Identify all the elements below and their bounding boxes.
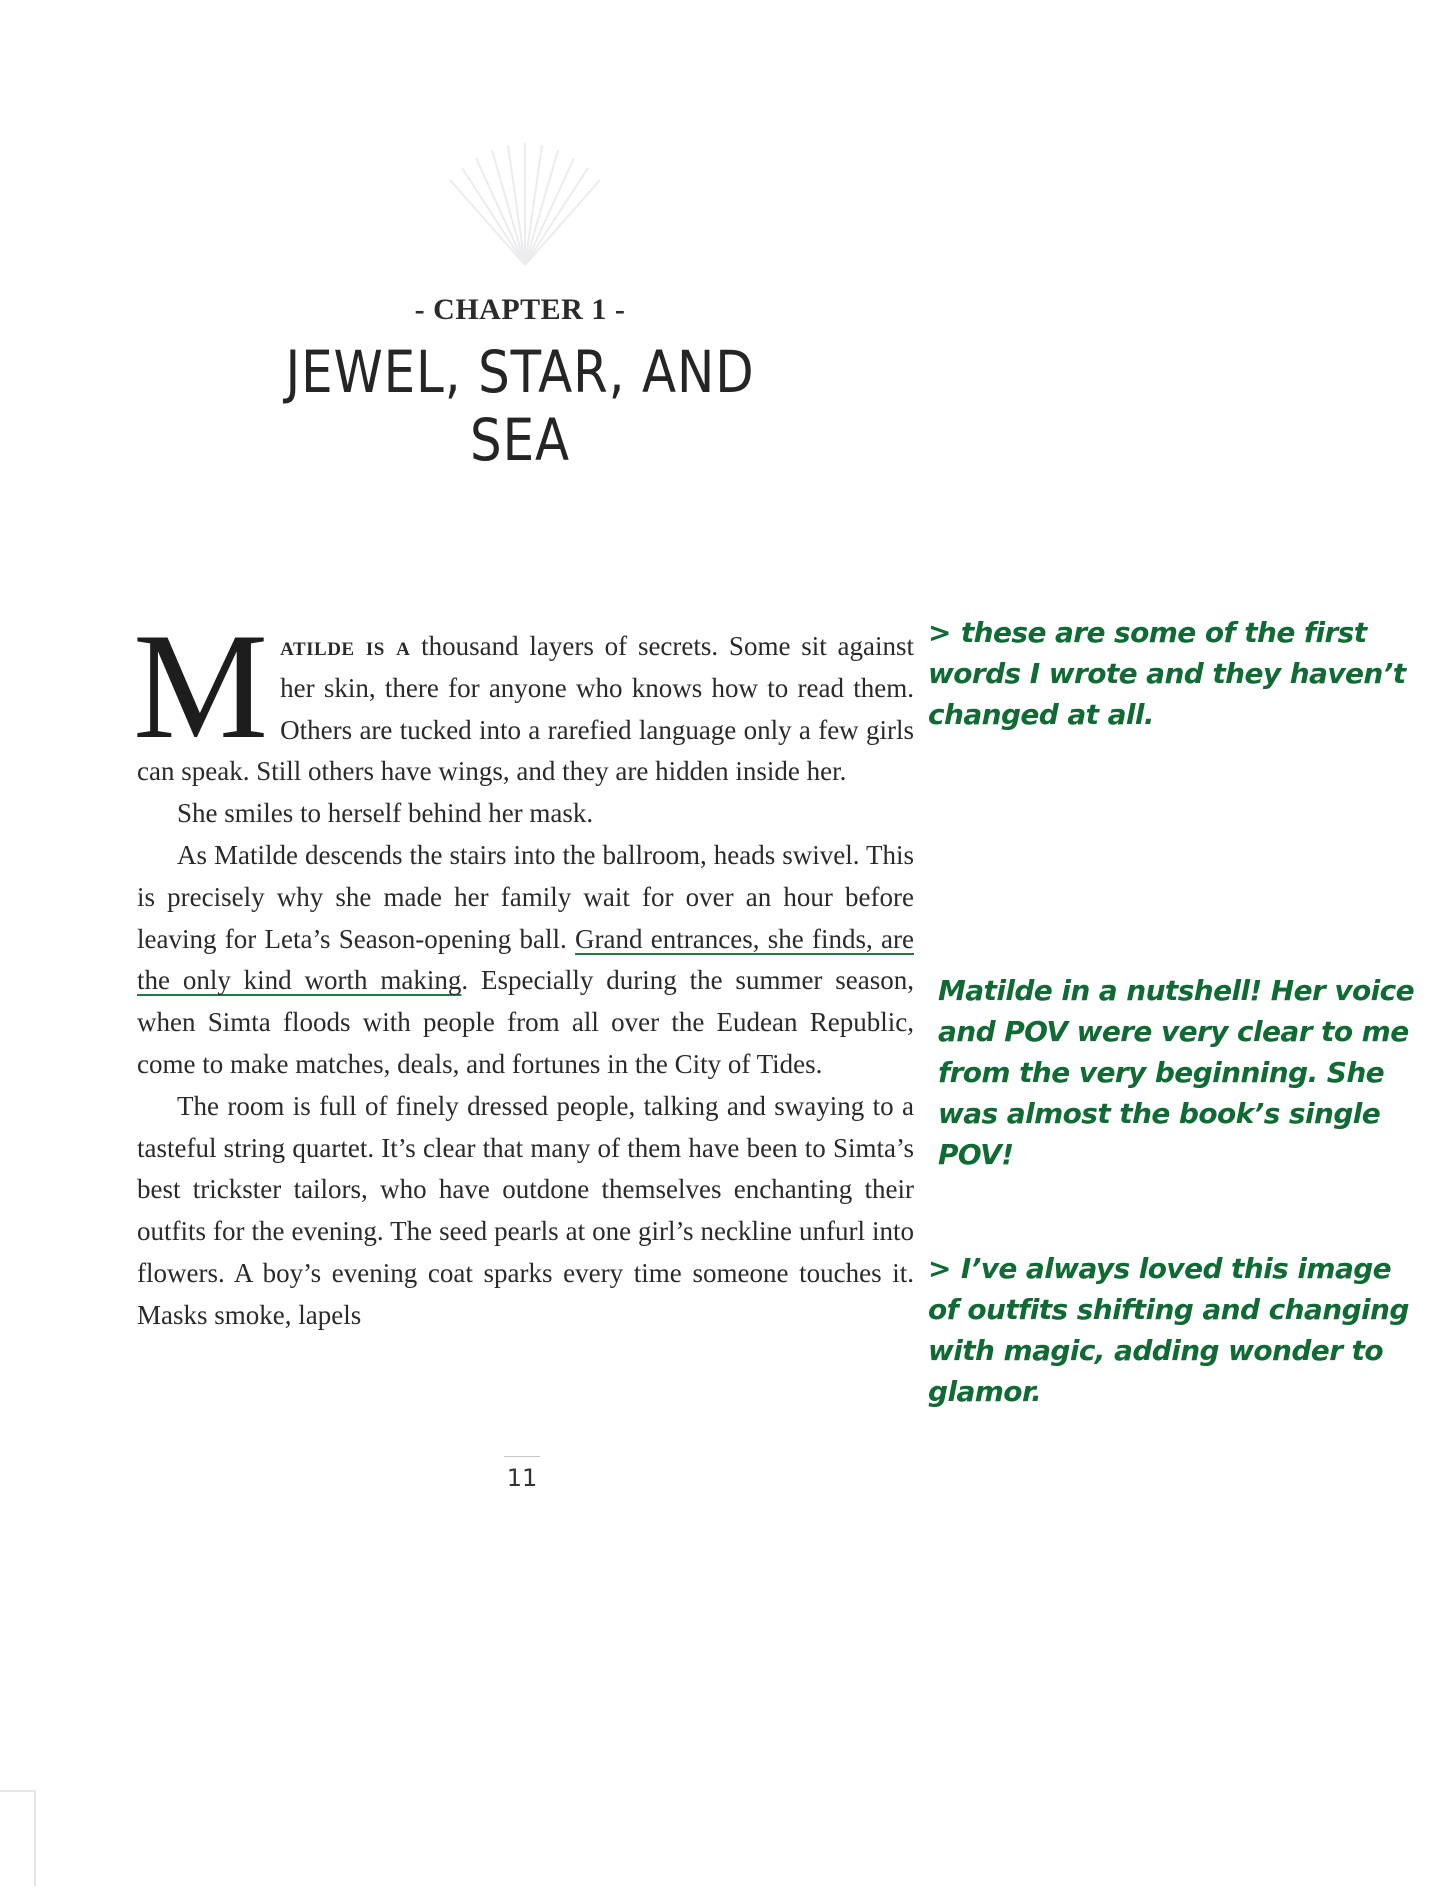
- drop-cap: M: [133, 602, 269, 770]
- underlined-passage: Grand entrances, she finds, are the only kind worth making: [137, 923, 915, 996]
- margin-note-1-text: these are some of the first words I wrote and they haven’t changed at all.: [928, 616, 1406, 731]
- page-number: 11: [506, 1464, 538, 1492]
- opening-small-caps: atilde is a: [280, 631, 411, 661]
- arrow-icon: >: [928, 1252, 951, 1285]
- fan-ornament-icon: [440, 140, 610, 270]
- chapter-title: JEWEL, STAR, AND SEA: [285, 338, 755, 474]
- margin-note-1: [928, 612, 1428, 735]
- margin-note-2-text: Matilde in a nutshell! Her voice and POV were very clear to me from the very beginning. She was almost the book’s single POV!: [938, 974, 1415, 1171]
- paragraph-2: She smiles to herself behind her mask.: [177, 798, 594, 829]
- chapter-body: [133, 602, 915, 1337]
- paragraph-4: The room is full of finely dressed people, talking and swaying to a tasteful string quartet. It’s clear that many of them have been to Simta’s best trickster tailors, who have outdone themselves enchanting their outfits for the evening. The seed pearls at one girl’s neckline unfurl into flowers. A boy’s evening coat sparks every time someone touches it. Masks smoke, lapels: [137, 1090, 914, 1330]
- chapter-label: - CHAPTER 1 -: [414, 293, 626, 326]
- margin-note-2: [938, 970, 1428, 1175]
- page-number-rule: [504, 1456, 540, 1457]
- paragraph-3-text-end: . Especially during the summer season, when Simta floods with people from all over the Eudean Republic, come to make matches, deals, and fortunes in the City of Tides.: [137, 965, 914, 1079]
- arrow-icon: >: [928, 616, 951, 649]
- scan-edge-mark: [0, 1790, 36, 1886]
- paragraph-1-text: thousand layers of secrets. Some sit against her skin, there for anyone who knows how to read them. Others are tucked into a rarefied language only a few girls can speak. Still others have wings, and they are hidden inside her.: [137, 631, 914, 787]
- margin-note-3-text: I’ve always loved this image of outfits shifting and changing with magic, adding wonder to glamor.: [928, 1252, 1409, 1408]
- paragraph-3-text-start: As Matilde descends the stairs into the ballroom, heads swivel. This is precisely why she made her family wait for over an hour before leaving for Leta’s Season-opening ball.: [137, 839, 914, 954]
- paragraph-1: [133, 602, 914, 793]
- paragraph-3: [137, 835, 914, 1086]
- margin-note-3: [928, 1248, 1428, 1412]
